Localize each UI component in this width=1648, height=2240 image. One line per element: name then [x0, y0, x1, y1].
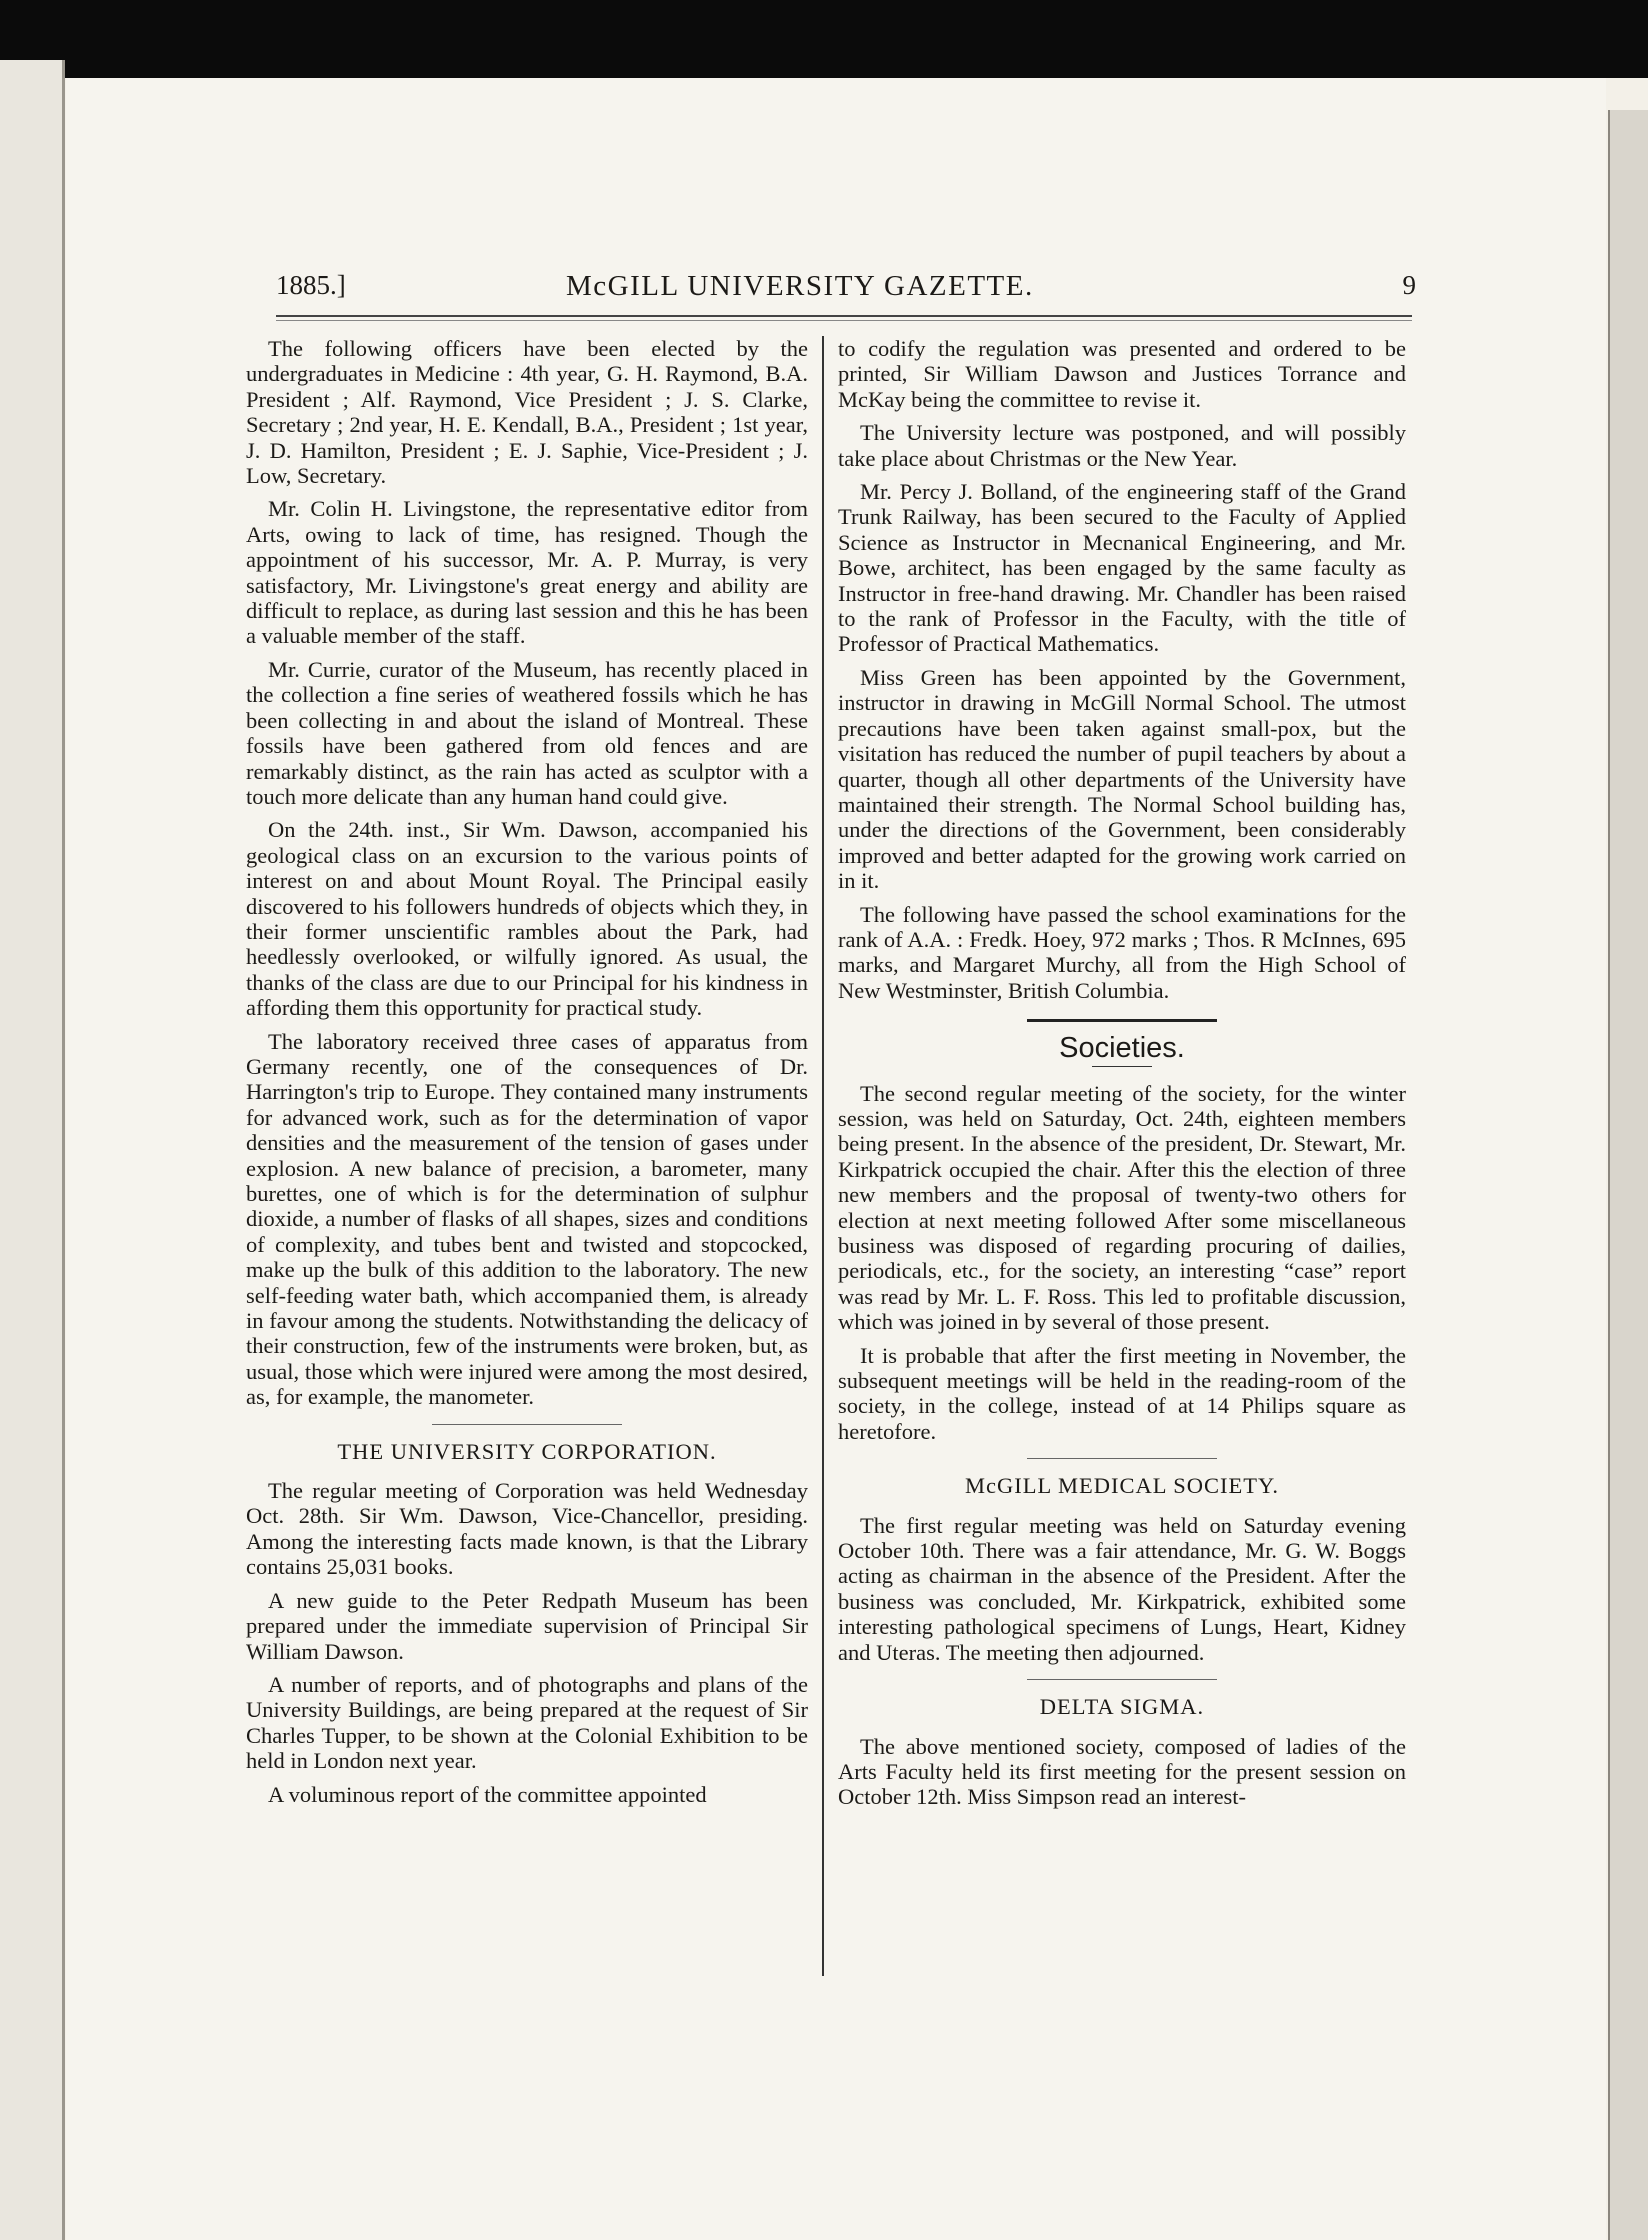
paragraph-medicine-officers: The following officers have been elected by the undergraduates in Medicine : 4th year, G. H. Raymond, B.A. President ; Alf. Raymond, Vice President ; J. S. Clarke, Secretary ; 2nd year, H. E. Kendall, B.A., President ; 1st year, J. D. Hamilton, President ; E. J. Saphie, Vice-President ; J. Low, Secretary. [246, 336, 808, 489]
header-title: McGILL UNIVERSITY GAZETTE. [566, 270, 1034, 302]
right-column [838, 336, 1406, 1818]
paragraph-laboratory: The laboratory received three cases of apparatus from Germany recently, one of the consequences of Dr. Harrington's trip to Europe. They contained many instruments for advanced work, such as for the determination of vapor densities and the measurement of the tension of gases under explosion. A new balance of precision, a barometer, many burettes, one of which is for the determination of sulphur dioxide, a number of flasks of all shapes, sizes and conditions of complexity, and tubes bent and twisted and stopcocked, make up the bulk of this addition to the laboratory. The new self-feeding water bath, which accompanied them, is already in favour among the students. Notwithstanding the delicacy of their construction, few of the instruments were broken, but, as usual, those which were injured were among the most desired, as, for example, the manometer. [246, 1028, 808, 1410]
scan-left-border [0, 60, 65, 2240]
paragraph-society-meeting: The second regular meeting of the society, for the winter session, was held on Saturday, Oct. 24th, eighteen members being present. In the absence of the president, Dr. Stewart, Mr. Kirkpatrick occupied the chair. After this the election of three new members and the proposal of twenty-two others for election at next meeting followed After some miscellaneous business was disposed of regarding procuring of dailies, periodicals, etc., for the society, an interesting “case” report was read by Mr. L. F. Ross. This led to profitable discussion, which was joined in by several of those present. [838, 1080, 1406, 1335]
scan-top-border [0, 0, 1648, 78]
running-header [276, 270, 1416, 310]
paragraph-redpath-guide: A new guide to the Peter Redpath Museum has been prepared under the immediate supervision of Principal Sir William Dawson. [246, 1587, 808, 1664]
heading-societies: Societies. [1059, 1032, 1185, 1065]
section-rule [1027, 1679, 1217, 1680]
heading-university-corporation: THE UNIVERSITY CORPORATION. [337, 1438, 717, 1464]
paragraph-museum-fossils: Mr. Currie, curator of the Museum, has recently placed in the collection a fine series of weathered fossils which he has been collecting in and about the island of Montreal. These fossils have been gathered from old fences and are remarkably distinct, as the rain has acted as sculptor with a touch more delicate than any human hand could give. [246, 656, 808, 809]
paragraph-university-lecture: The University lecture was postponed, and will possibly take place about Christmas or the New Year. [838, 420, 1406, 471]
paragraph-society-november: It is probable that after the first meeting in November, the subsequent meetings will be held in the reading-room of the society, in the college, instead of at 14 Philips square as heretofore. [838, 1342, 1406, 1444]
column-divider [822, 336, 824, 1976]
paragraph-geological-excursion: On the 24th. inst., Sir Wm. Dawson, accompanied his geological class on an excursion to the various points of interest on and about Mount Royal. The Principal easily discovered to his followers hundreds of objects which they, in their former unscientific rambles about the Park, had heedlessly overlooked, or wilfully ignored. As usual, the thanks of the class are due to our Principal for his kindness in affording them this opportunity for practical study. [246, 817, 808, 1021]
header-rule-thin [276, 320, 1412, 321]
section-rule [432, 1424, 622, 1425]
paragraph-medical-meeting: The first regular meeting was held on Saturday evening October 10th. There was a fair attendance, Mr. G. W. Boggs acting as chairman in the absence of the President. After the business was concluded, Mr. Kirkpatrick, exhibited some interesting pathological specimens of Lungs, Heart, Kidney and Uteras. The meeting then adjourned. [838, 1512, 1406, 1665]
paragraph-colonial-exhibition: A number of reports, and of photographs and plans of the University Buildings, are being prepared at the request of Sir Charles Tupper, to be shown at the Colonial Exhibition to be held in London next year. [246, 1671, 808, 1774]
scan-right-border [1608, 110, 1648, 2240]
page-number: 9 [1402, 270, 1416, 300]
section-rule [1027, 1458, 1217, 1459]
paragraph-livingstone: Mr. Colin H. Livingstone, the representative editor from Arts, owing to lack of time, has resigned. Though the appointment of his successor, Mr. A. P. Murray, is very satisfactory, Mr. Livingstone's great energy and ability are difficult to replace, as during last session and this he has been a valuable member of the staff. [246, 496, 808, 649]
paragraph-normal-school: Miss Green has been appointed by the Government, instructor in drawing in McGill Normal School. The utmost precautions have been taken against small-pox, but the visitation has reduced the number of pupil teachers by about a quarter, though all other departments of the University have maintained their strength. The Normal School building has, under the directions of the Government, been considerably improved and better adapted for the growing work carried on in it. [838, 664, 1406, 894]
heading-delta-sigma: DELTA SIGMA. [1039, 1694, 1205, 1720]
paragraph-delta-sigma: The above mentioned society, composed of ladies of the Arts Faculty held its first meeting for the present session on October 12th. Miss Simpson read an interest- [838, 1733, 1406, 1810]
societies-underline [1092, 1066, 1152, 1067]
left-column [246, 336, 808, 1815]
header-rule [276, 315, 1412, 317]
paragraph-continuation: to codify the regulation was presented and ordered to be printed, Sir William Dawson and Justices Torrance and McKay being the committee to revise it. [838, 336, 1406, 412]
header-year: 1885.] [276, 270, 346, 300]
heading-medical-society: McGILL MEDICAL SOCIETY. [964, 1473, 1280, 1499]
paragraph-examinations: The following have passed the school examinations for the rank of A.A. : Fredk. Hoey, 972 marks ; Thos. R McInnes, 695 marks, and Margaret Murchy, all from the High School of New Westminster, British Columbia. [838, 901, 1406, 1003]
paragraph-committee-report: A voluminous report of the committee appointed [268, 1781, 707, 1807]
paragraph-corporation-meeting: The regular meeting of Corporation was held Wednesday Oct. 28th. Sir Wm. Dawson, Vice-Chancellor, presiding. Among the interesting facts made known, is that the Library contains 25,031 books. [246, 1478, 808, 1580]
paragraph-applied-science: Mr. Percy J. Bolland, of the engineering staff of the Grand Trunk Railway, has been secured to the Faculty of Applied Science as Instructor in Mecnanical Engineering, and Mr. Bowe, architect, has been engaged by the same faculty as Instructor in free-hand drawing. Mr. Chandler has been raised to the rank of Professor in the Faculty, with the title of Professor of Practical Mathematics. [838, 479, 1406, 657]
section-rule-thick [1027, 1019, 1217, 1022]
